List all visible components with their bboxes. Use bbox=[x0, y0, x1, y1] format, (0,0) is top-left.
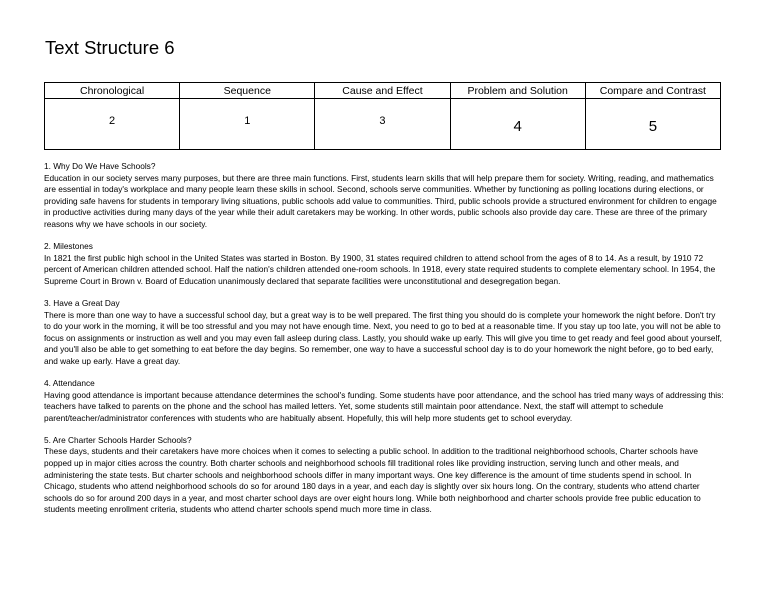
answer-chronological: 2 bbox=[109, 115, 116, 127]
table-header-row bbox=[45, 83, 721, 99]
passage-heading: 3. Have a Great Day bbox=[44, 297, 120, 308]
passage-body: There is more than one way to have a successful school day, but a great way is to be well prepared. The first thing you should do is complete your homework the night before. Don't try to do your work in the morning, it will be too stressful and you may not have enough time. Next, you need to go to bed at a reasonable time. If you stay up too late, you will not be able to focus on assignments or instruction as well and you may even fall asleep during class. Lastly, you should wake up early. This will give you time to get ready and feel good about yourself, and you'll also be able to get something to eat before the day begins. So remember, one way to have a successful school day is to do your homework the night before, go to bed early, and wake up early. Have a great day. bbox=[44, 309, 722, 366]
passages-list bbox=[44, 161, 724, 527]
page-title: Text Structure 6 bbox=[45, 37, 175, 58]
passage-body: Education in our society serves many purposes, but there are three main functions. First, students learn skills that will help prepare them for society. Writing, reading, and mathematics are essential in today's workplace and many people learn these skills in school. Second, schools serve communities. Whether by functioning as polling locations during elections, or providing safe havens for students in temporary living situations, public schools add value to communities. Third, public schools provide a structured environment for children to engage in productive activities during many days of the year while their adult caretakers may be working. In other words, public schools also provide day care. These are three of the primary reasons why we have schools in our society. bbox=[44, 172, 717, 229]
answer-problem-and-solution: 4 bbox=[513, 118, 522, 135]
header-cause-and-effect: Cause and Effect bbox=[315, 83, 450, 99]
header-chronological: Chronological bbox=[45, 83, 180, 99]
header-compare-and-contrast: Compare and Contrast bbox=[585, 83, 720, 99]
passage-body: Having good attendance is important because attendance determines the school's funding. Some students have poor attendance, and the school has tried many ways of addressing this: teachers have talked to parents on the phone and the school has mailed letters. Yet, some students still maintain poor attendance. Next, the staff will attempt to schedule parent/teacher/administrator conferences with students who are habitually absent. Hopefully, this will help more students get to school everyday. bbox=[44, 389, 724, 423]
answer-cell-sequence bbox=[180, 99, 315, 150]
passage-heading: 4. Attendance bbox=[44, 378, 95, 388]
answer-cell-compare-and-contrast bbox=[585, 99, 720, 150]
header-problem-and-solution: Problem and Solution bbox=[450, 83, 585, 99]
header-sequence: Sequence bbox=[180, 83, 315, 99]
passage-3 bbox=[44, 298, 724, 368]
passage-heading: 1. Why Do We Have Schools? bbox=[44, 161, 156, 171]
text-structure-table bbox=[44, 82, 721, 150]
answer-cause-and-effect: 3 bbox=[379, 115, 386, 127]
answer-cell-problem-and-solution bbox=[450, 99, 585, 150]
passage-4 bbox=[44, 378, 724, 424]
passage-body: In 1821 the first public high school in the United States was started in Boston. By 1900, 31 states required children to attend school from the ages of 8 to 14. As a result, by 1910 72 percent of American children attended school. Half the nation's children attended one-room schools. In 1918, every state required students to complete elementary school. In 1954, the Supreme Court in Brown v. Board of Education unanimously declared that separate facilities were unconstitutional and desegregation began. bbox=[44, 252, 716, 286]
answer-compare-and-contrast: 5 bbox=[648, 118, 658, 135]
answer-cell-chronological bbox=[45, 99, 180, 150]
answer-cell-cause-and-effect bbox=[315, 99, 450, 150]
answer-sequence: 1 bbox=[244, 115, 251, 127]
passage-body: These days, students and their caretakers have more choices when it comes to selecting a public school. In addition to the traditional neighborhood schools, Charter schools have popped up in major cities across the country. Both charter schools and neighborhood schools fill traditional roles like providing instruction, serving lunch and other meals, and administering the state tests. But charter schools and neighborhood schools differ in many important ways. One key difference is the amount of time students spend in school. In Chicago, students who attend neighborhood schools do so for around 180 days in a year, and each day is slightly over six hours long. On the contrary, students who attend charter schools do so for around 200 days in a year, and most charter school days are over eight hours long. While both neighborhood and charter schools provide free public education to students meeting enrollment criteria, students who attend charter schools spend much more time in class. bbox=[44, 446, 701, 515]
passage-2 bbox=[44, 241, 724, 287]
passage-1 bbox=[44, 161, 724, 231]
passage-heading: 2. Milestones bbox=[44, 241, 93, 252]
passage-5 bbox=[44, 435, 724, 516]
passage-heading: 5. Are Charter Schools Harder Schools? bbox=[44, 434, 192, 445]
table-answer-row bbox=[45, 99, 721, 150]
